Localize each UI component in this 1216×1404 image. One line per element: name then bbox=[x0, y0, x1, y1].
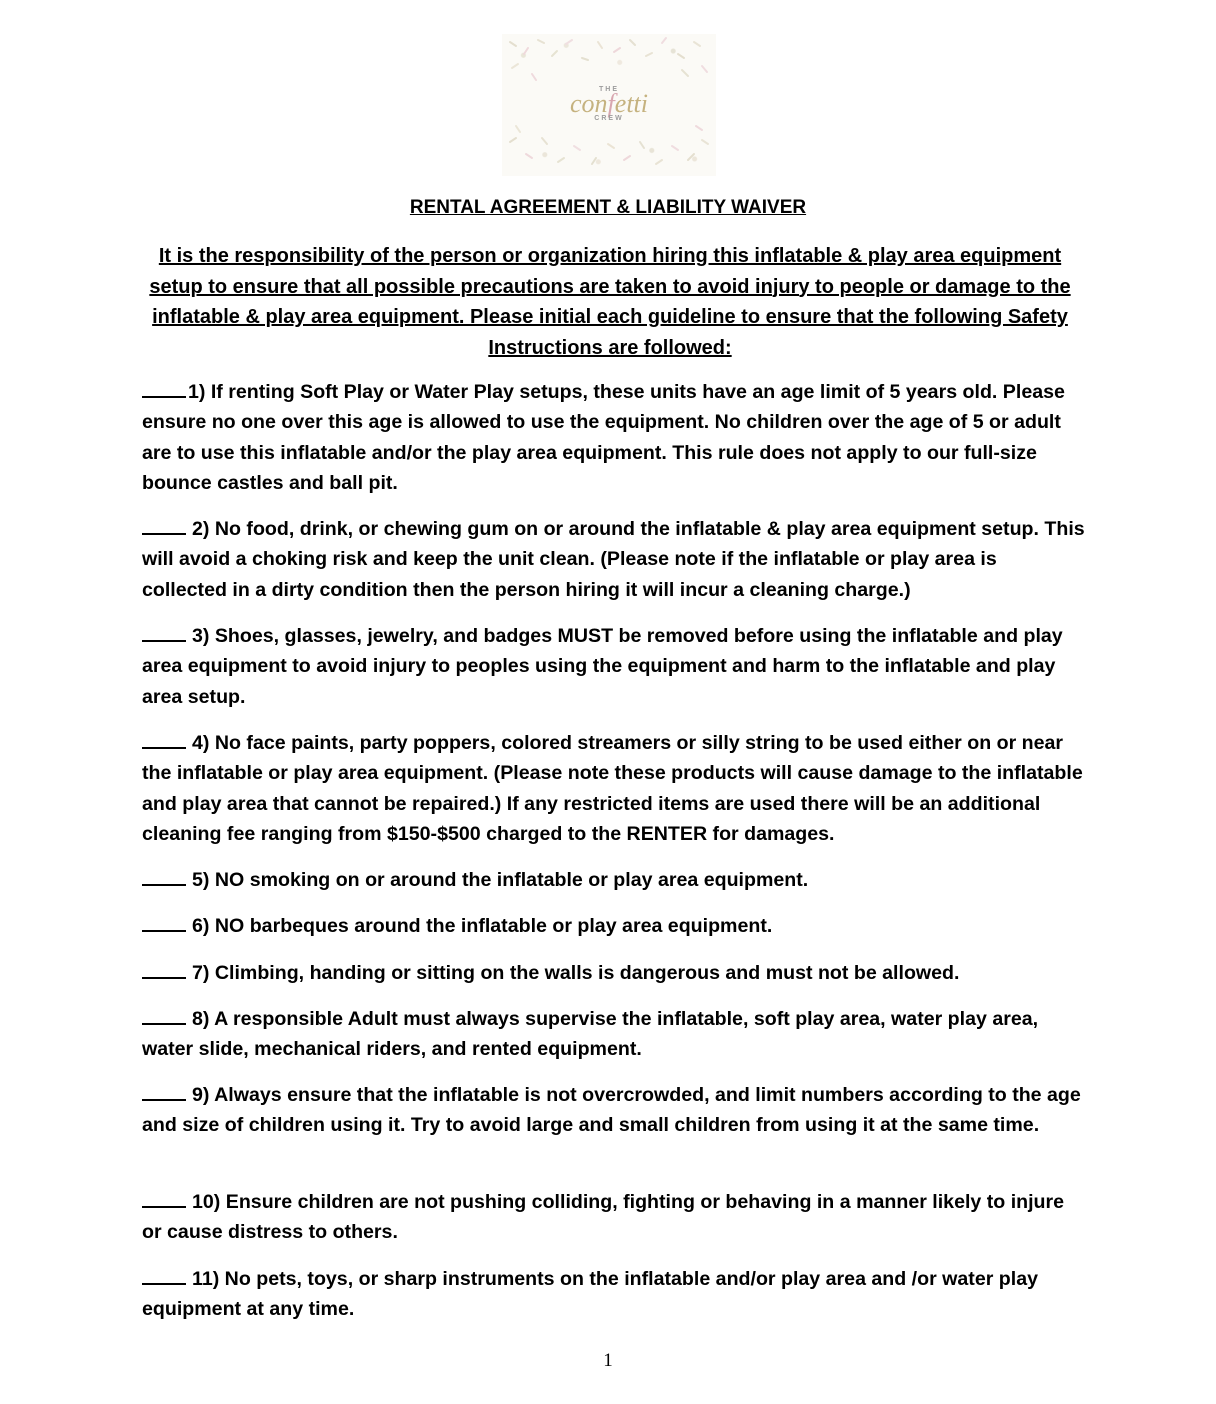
initial-blank[interactable] bbox=[142, 1005, 186, 1025]
logo-wordmark bbox=[502, 86, 716, 122]
rule-text: 9) Always ensure that the inflatable is not overcrowded, and limit numbers according to the age and size of children using it. Try to avoid large and small children from using it at the same time. bbox=[142, 1084, 1081, 1137]
initial-blank[interactable] bbox=[142, 1081, 186, 1101]
rule-text: 11) No pets, toys, or sharp instruments on the inflatable and/or play area and /or water play equipment at any time. bbox=[142, 1268, 1039, 1321]
rule-item bbox=[142, 1187, 1087, 1248]
rule-item bbox=[142, 728, 1087, 850]
rule-item bbox=[142, 958, 1087, 988]
rule-text: 10) Ensure children are not pushing colliding, fighting or behaving in a manner likely to injure or cause distress to others. bbox=[142, 1191, 1065, 1244]
rule-text: 3) Shoes, glasses, jewelry, and badges MUST be removed before using the inflatable and play area equipment to avoid injury to peoples using the equipment and harm to the inflatable and play area setup. bbox=[142, 625, 1063, 708]
intro-paragraph: It is the responsibility of the person or organization hiring this inflatable & play area equipment setup to ensure that all possible precautions are taken to avoid injury to people or damage to the inflatable & play area equipment. Please initial each guideline to ensure that the following Safety Instructions are followed: bbox=[149, 245, 1071, 359]
rule-text: 8) A responsible Adult must always supervise the inflatable, soft play area, water play area, water slide, mechanical riders, and rented equipment. bbox=[142, 1008, 1039, 1061]
document-title: RENTAL AGREEMENT & LIABILITY WAIVER bbox=[409, 197, 807, 218]
logo-the-text: THE bbox=[599, 86, 619, 93]
rule-text: 1) If renting Soft Play or Water Play setups, these units have an age limit of 5 years old. Please ensure no one over this age is allowed to use the equipment. No children over the age of 5 or adult are to use this inflatable and/or the play area equipment. This rule does not apply to our full-size bounce castles and ball pit. bbox=[142, 381, 1065, 495]
confetti-crew-logo bbox=[502, 34, 716, 176]
initial-blank[interactable] bbox=[142, 959, 186, 979]
initial-blank[interactable] bbox=[142, 515, 186, 535]
rule-text: 2) No food, drink, or chewing gum on or around the inflatable & play area equipment setup. This will avoid a choking risk and keep the unit clean. (Please note if the inflatable or play area is collected in a dirty condition then the person hiring it will incur a cleaning charge.) bbox=[142, 518, 1085, 601]
initial-blank[interactable] bbox=[142, 866, 186, 886]
rule-text: 5) NO smoking on or around the inflatable or play area equipment. bbox=[192, 869, 809, 891]
initial-blank[interactable] bbox=[142, 1188, 186, 1208]
rule-item bbox=[142, 911, 1087, 941]
rule-item bbox=[142, 1080, 1087, 1141]
initial-blank[interactable] bbox=[142, 622, 186, 642]
rule-item bbox=[142, 514, 1087, 605]
rule-item bbox=[142, 865, 1087, 895]
logo-word-end: etti bbox=[614, 89, 648, 118]
initial-blank[interactable] bbox=[142, 378, 186, 398]
rule-item bbox=[142, 1264, 1087, 1325]
page-number: 1 bbox=[603, 1350, 613, 1371]
rule-item bbox=[142, 1004, 1087, 1065]
logo-word-accent: f bbox=[607, 89, 615, 118]
rule-text: 4) No face paints, party poppers, colored streamers or silly string to be used either on or near the inflatable or play area equipment. (Please note these products will cause damage to the inflatable and play area that cannot be repaired.) If any restricted items are used there will be an additional cleaning fee ranging from $150-$500 charged to the RENTER for damages. bbox=[142, 732, 1083, 846]
rule-text: 6) NO barbeques around the inflatable or play area equipment. bbox=[192, 915, 773, 937]
initial-blank[interactable] bbox=[142, 1265, 186, 1285]
logo-word-start: con bbox=[570, 89, 608, 118]
logo-crew-text: CREW bbox=[594, 115, 624, 122]
rule-item bbox=[142, 621, 1087, 712]
initial-blank[interactable] bbox=[142, 912, 186, 932]
rule-text: 7) Climbing, handing or sitting on the walls is dangerous and must not be allowed. bbox=[192, 962, 960, 984]
initial-blank[interactable] bbox=[142, 729, 186, 749]
rule-item bbox=[142, 377, 1087, 499]
